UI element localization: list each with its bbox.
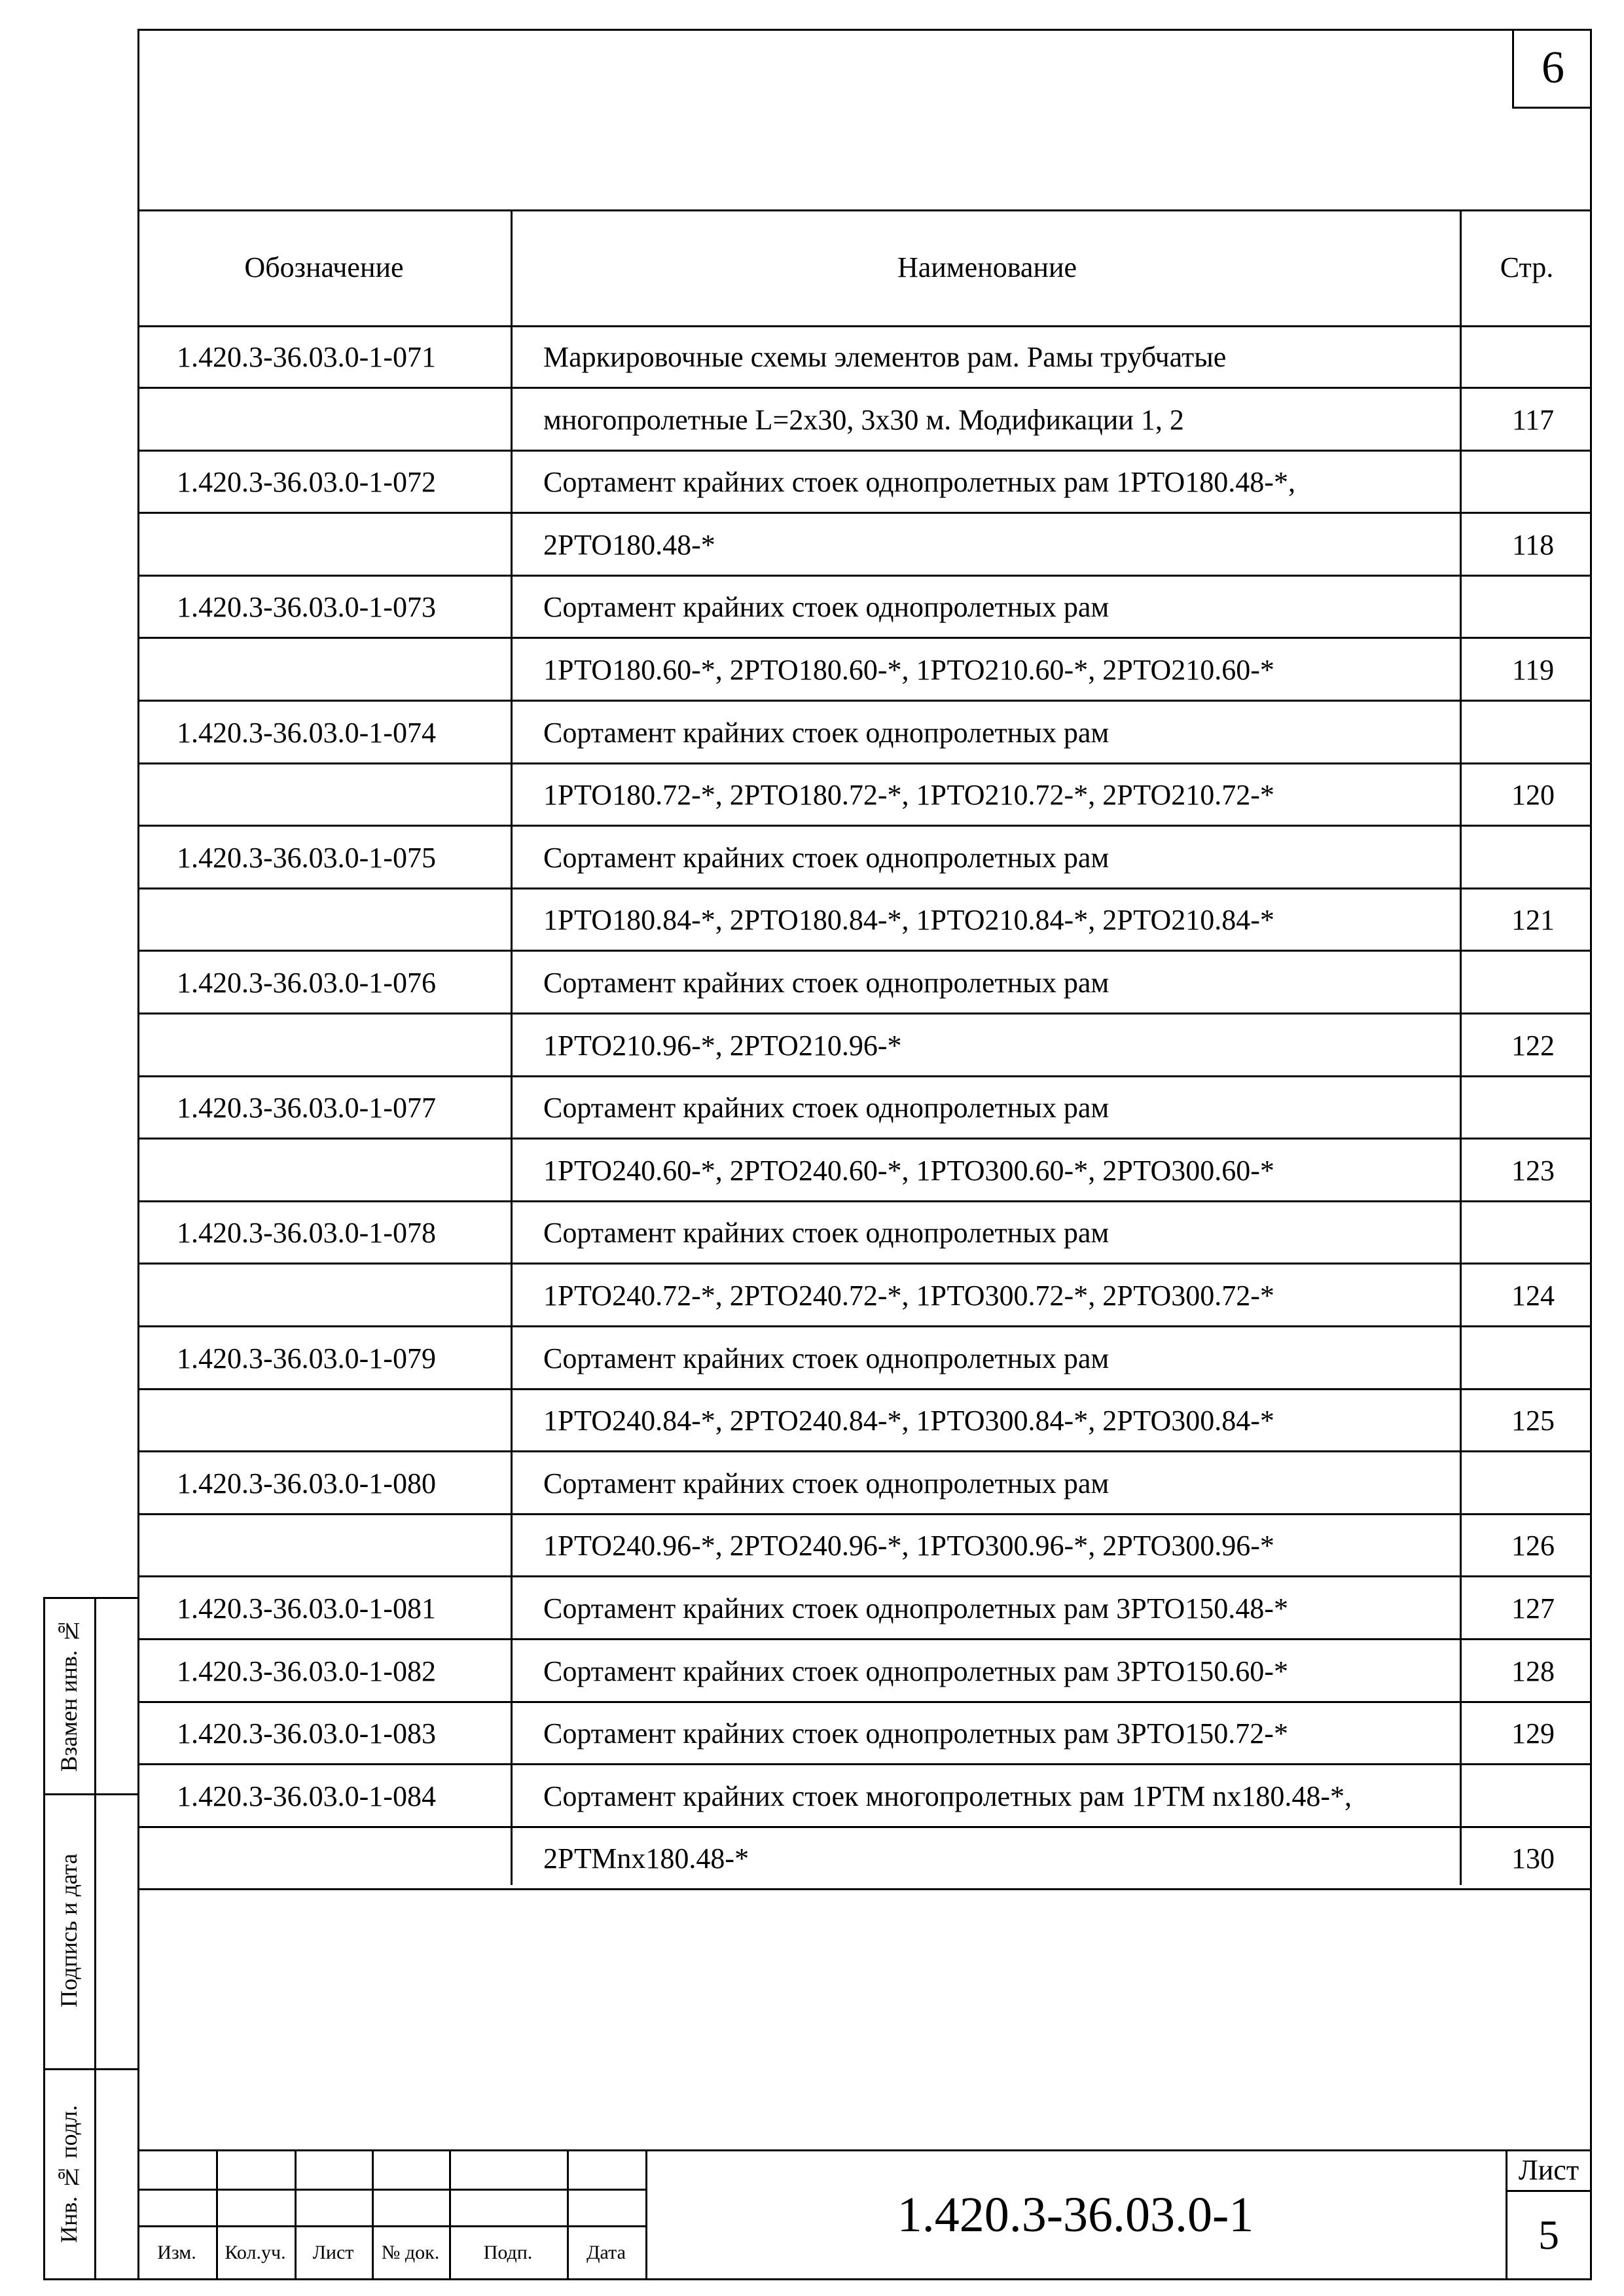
- row-code: [177, 888, 517, 951]
- row-name: 1РТО210.96-*, 2РТО210.96-*: [543, 1029, 902, 1062]
- table-row: [137, 513, 1592, 576]
- signature-date-label: Подпись и дата: [56, 1854, 82, 2008]
- table-row: [137, 1264, 1592, 1327]
- table-row: [137, 951, 1592, 1014]
- row-name: Сортамент крайних стоек однопролетных рам: [543, 1091, 1110, 1124]
- replaced-inv-label: Взамен инв. №: [56, 1618, 82, 1772]
- header-page: Стр.: [1500, 251, 1554, 283]
- row-page: 118: [1511, 528, 1555, 561]
- sheet-number: 5: [1538, 2212, 1559, 2258]
- row-code: 1.420.3-36.03.0-1-080: [177, 1467, 436, 1499]
- row-code: [177, 638, 517, 701]
- row-code: 1.420.3-36.03.0-1-072: [177, 465, 436, 498]
- row-page: 124: [1511, 1279, 1555, 1312]
- row-code: [177, 1264, 517, 1327]
- table-row: [137, 575, 1592, 638]
- table-row: [137, 1827, 1592, 1890]
- row-code: [177, 763, 517, 826]
- row-code: 1.420.3-36.03.0-1-079: [177, 1342, 436, 1374]
- label-izm: Изм.: [157, 2242, 196, 2263]
- row-name: Сортамент крайних стоек однопролетных рам 3РТО150.72-*: [543, 1717, 1288, 1749]
- row-code: [177, 388, 517, 451]
- row-name: Сортамент крайних стоек однопролетных рам: [543, 841, 1110, 874]
- table-row: [137, 1640, 1592, 1702]
- table-row: [137, 701, 1592, 764]
- table-row: [137, 1765, 1592, 1827]
- page-number: 6: [1512, 29, 1592, 109]
- row-page: [1474, 450, 1592, 513]
- table-row: [137, 1514, 1592, 1577]
- row-code: 1.420.3-36.03.0-1-083: [177, 1717, 436, 1749]
- row-code: 1.420.3-36.03.0-1-071: [177, 340, 436, 373]
- row-name: многопролетные L=2x30, 3x30 м. Модификации 1, 2: [543, 403, 1184, 436]
- label-list: Лист: [312, 2242, 354, 2263]
- row-page: 125: [1511, 1404, 1555, 1437]
- row-page: [1474, 575, 1592, 638]
- row-page: [1474, 826, 1592, 889]
- row-page: [1474, 951, 1592, 1014]
- row-page: 127: [1511, 1592, 1555, 1624]
- table-row: [137, 1327, 1592, 1390]
- table-row: [137, 325, 1592, 388]
- row-name: Сортамент крайних стоек многопролетных рам 1РТМ nx180.48-*,: [543, 1780, 1352, 1812]
- label-signature: Подп.: [483, 2242, 533, 2263]
- row-name: Сортамент крайних стоек однопролетных рам: [543, 966, 1110, 999]
- sheet-label: Лист: [1518, 2153, 1579, 2186]
- label-doc-number: № док.: [381, 2242, 440, 2263]
- row-name: 1РТО240.96-*, 2РТО240.96-*, 1РТО300.96-*, 2РТО300.96-*: [543, 1529, 1274, 1562]
- table-row: [137, 1201, 1592, 1264]
- row-page: 129: [1511, 1717, 1555, 1749]
- row-code: 1.420.3-36.03.0-1-076: [177, 966, 436, 999]
- row-name: 1РТО180.72-*, 2РТО180.72-*, 1РТО210.72-*, 2РТО210.72-*: [543, 778, 1274, 811]
- row-code: [177, 513, 517, 576]
- document-code: 1.420.3-36.03.0-1: [897, 2187, 1254, 2242]
- row-name: 1РТО240.84-*, 2РТО240.84-*, 1РТО300.84-*, 2РТО300.84-*: [543, 1404, 1274, 1437]
- row-page: 126: [1511, 1529, 1555, 1562]
- row-page: [1474, 1076, 1592, 1139]
- label-date: Дата: [586, 2242, 626, 2263]
- row-name: 2РТМnx180.48-*: [543, 1842, 749, 1874]
- header-designation: Обозначение: [244, 251, 404, 283]
- row-code: 1.420.3-36.03.0-1-084: [177, 1780, 436, 1812]
- table-row: [137, 1076, 1592, 1139]
- table-row: [137, 826, 1592, 889]
- row-code: 1.420.3-36.03.0-1-074: [177, 716, 436, 749]
- row-name: Маркировочные схемы элементов рам. Рамы трубчатые: [543, 340, 1227, 373]
- row-page: 123: [1511, 1154, 1555, 1187]
- table-row: [137, 1014, 1592, 1077]
- row-page: 121: [1511, 903, 1555, 936]
- row-code: 1.420.3-36.03.0-1-082: [177, 1655, 436, 1687]
- row-page: [1474, 1452, 1592, 1515]
- row-page: 120: [1511, 778, 1555, 811]
- row-name: 1РТО180.60-*, 2РТО180.60-*, 1РТО210.60-*, 2РТО210.60-*: [543, 653, 1274, 686]
- table-row: [137, 1139, 1592, 1202]
- row-page: 119: [1511, 653, 1555, 686]
- row-name: 1РТО180.84-*, 2РТО180.84-*, 1РТО210.84-*, 2РТО210.84-*: [543, 903, 1274, 936]
- row-name: 1РТО240.60-*, 2РТО240.60-*, 1РТО300.60-*, 2РТО300.60-*: [543, 1154, 1274, 1187]
- table-row: [137, 638, 1592, 701]
- row-name: 1РТО240.72-*, 2РТО240.72-*, 1РТО300.72-*, 2РТО300.72-*: [543, 1279, 1274, 1312]
- row-page: 128: [1511, 1655, 1555, 1687]
- row-code: [177, 1014, 517, 1077]
- row-code: [177, 1139, 517, 1202]
- row-code: [177, 1389, 517, 1452]
- row-page: 122: [1511, 1029, 1555, 1062]
- row-page: [1474, 325, 1592, 388]
- row-name: Сортамент крайних стоек однопролетных рам: [543, 1342, 1110, 1374]
- table-row: [137, 1702, 1592, 1765]
- row-name: 2РТО180.48-*: [543, 528, 715, 561]
- row-name: Сортамент крайних стоек однопролетных рам 1РТО180.48-*,: [543, 465, 1295, 498]
- table-row: [137, 1389, 1592, 1452]
- row-page: [1474, 701, 1592, 764]
- row-code: 1.420.3-36.03.0-1-073: [177, 590, 436, 623]
- row-page: [1474, 1201, 1592, 1264]
- label-kol-uch: Кол.уч.: [225, 2242, 286, 2263]
- row-rule: [137, 1888, 1592, 1890]
- row-name: Сортамент крайних стоек однопролетных рам: [543, 1216, 1110, 1249]
- title-block-inner-rule-1: [137, 2189, 645, 2191]
- row-page: 117: [1511, 403, 1555, 436]
- row-page: [1474, 1327, 1592, 1390]
- row-code: [177, 1514, 517, 1577]
- table-row: [137, 1577, 1592, 1640]
- row-page: 130: [1511, 1842, 1555, 1874]
- row-code: 1.420.3-36.03.0-1-081: [177, 1592, 436, 1624]
- row-page: [1474, 1765, 1592, 1827]
- row-code: 1.420.3-36.03.0-1-078: [177, 1216, 436, 1249]
- header-name: Наименование: [897, 251, 1077, 283]
- table-row: [137, 888, 1592, 951]
- row-code: 1.420.3-36.03.0-1-077: [177, 1091, 436, 1124]
- row-name: Сортамент крайних стоек однопролетных рам: [543, 1467, 1110, 1499]
- table-row: [137, 450, 1592, 513]
- inv-original-label: Инв. № подл.: [56, 2105, 82, 2244]
- row-name: Сортамент крайних стоек однопролетных рам: [543, 716, 1110, 749]
- row-code: 1.420.3-36.03.0-1-075: [177, 841, 436, 874]
- row-name: Сортамент крайних стоек однопролетных рам: [543, 590, 1110, 623]
- row-code: [177, 1827, 517, 1890]
- row-name: Сортамент крайних стоек однопролетных рам 3РТО150.60-*: [543, 1655, 1288, 1687]
- table-row: [137, 763, 1592, 826]
- table-row: [137, 1452, 1592, 1515]
- table-row: [137, 388, 1592, 451]
- side-stamp-divider: [94, 1597, 96, 2280]
- row-name: Сортамент крайних стоек однопролетных рам 3РТО150.48-*: [543, 1592, 1288, 1624]
